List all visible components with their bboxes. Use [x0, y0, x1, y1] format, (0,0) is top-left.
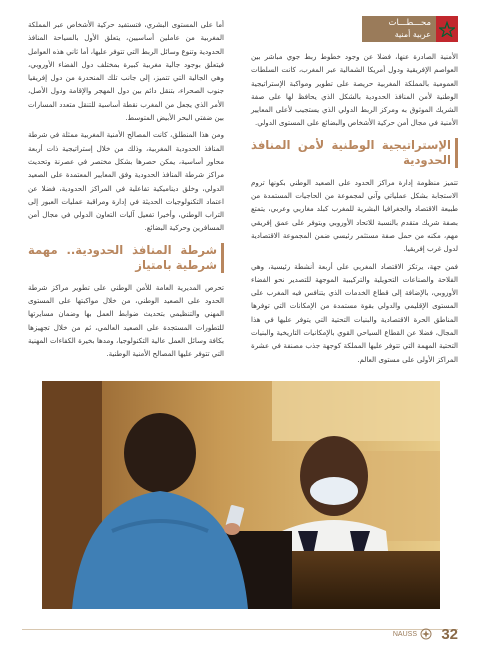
paragraph-security-axes: ومن هذا المنطلق، كانت المصالح الأمنية المغربية ممثلة في شرطة المنافذ الحدودية المغربية، وذلك من خلال إستراتيجية ذات أربعة محاور أساسية، يمكن حصرها بشكل مختصر في عصرنة وتحديث مراكز شرطة المنافذ الحدودية وفق المعايير المعتمدة على الصعيد الدولي، وخلق ديناميكية تفاعلية في المراكز الحدودية، فضلا عن اعتماد التكنولوجيات الحديثة في إدارة ومراقبة عمليات العبور إلى التراب الوطني، وأخيرا تفعيل آليات التعاون الدولي في مجال أمن المسافرين وحركية البضائع.: [28, 130, 224, 233]
paragraph-human-level: أما على المستوى البشري، فتستفيد حركية الأشخاص عبر المملكة المغربية من عاملين أساسيين، يتعلق الأول بالسياحة المنافذ الحدودية وتنوع وسائل الربط التي تتوفر عليها، أما ثاني هذه العوامل فيتعلق بوجود جالية مغربية كبيرة بمختلف دول الفضاء الأوروبي، وهي الجالية التي تتميز، إلى جانب تلك المنحدرة من دول إفريقيا جنوب الصحراء، بتنقل دائم بين دول المهجر والإقامة ودول الأصل، الأمر الذي يجعل من المغرب نقطة أساسية للتنقل متعدد المسارات بين ضفتي البحر الأبيض المتوسط.: [28, 20, 224, 123]
page-number: 32: [441, 626, 458, 643]
badge-line-1: محـــطـــات: [388, 18, 431, 28]
left-column: [28, 18, 224, 365]
paragraph-strategy-2: فمن جهة، يرتكز الاقتصاد المغربي على أربعة أنشطة رئيسية، وهي الفلاحة والصناعات التحويلية والتركيبية الموجهة للتصدير نحو الفضاء الأوروبي، بالإضافة إلى قطاع الخدمات الذي يتنافس فيه المغرب على المستوى الإقليمي والدولي بقوة مستمدة من الإمكانات التي توفرها المناطق الحرة الاقتصادية والبنيات التحتية التي يتوفر عليها في هذا المجال، فضلا عن القطاع السياحي القوي بالإمكانيات التاريخية والبنيات التحتية المهمة التي تتوفر عليها المملكة كوجهة جذب مصنفة في عشرة المراكز الأولى على مستوى العالم.: [251, 261, 458, 364]
section-badge: [362, 16, 458, 42]
page-footer: [0, 618, 480, 648]
nauss-emblem-icon: [420, 628, 432, 640]
article-photo: [42, 381, 440, 609]
nauss-logo: [393, 628, 432, 640]
intro-paragraph: الأمنية الصادرة عنها، فضلا عن وجود خطوط ربط جوي مباشر بين العواصم الإفريقية ودول أمريكا الشمالية عبر المغرب، كانت السلطات العمومية بالمملكة المغربية حريصة على تطوير ومواكبة الإستراتيجية الوطنية لأمن المنافذ الحدودية بالشكل الذي يحافظ لها على صفة الشريك الموثوق به ومركز الربط الدولي الذي يستجيب لأعلى المعايير الأمنية في مجال أمن حركية الأشخاص والبضائع على المستوى الدولي.: [251, 52, 458, 128]
right-column: [251, 50, 458, 370]
paragraph-border-police: تحرص المديرية العامة للأمن الوطني على تطوير مراكز شرطة الحدود على الصعيد الوطني، من خلال مواكبتها على المستوى المهني والتنظيمي بتحديث ضوابط العمل بها وضمان مسايرتها للتطورات المستجدة على الصعيد العالمي، ثم من خلال تجهيزها بكافة وسائل العمل عالية التكنولوجيا، ومدها بخيرة الكفاءات المهنية التي تتوفر عليها المصالح الأمنية الوطنية.: [28, 282, 224, 359]
badge-line-2: عربية أمنية: [394, 30, 431, 39]
paragraph-strategy-1: تتميز منظومة إدارة مراكز الحدود على الصعيد الوطني بكونها تروم الاستجابة بشكل عملياتي وآني لمجموعة من الحاجيات المستمدة من طبيعة الاقتصاد والجغرافيا البشرية للمغرب كبلد مغاربي وعربي، يتمتع بصفة شريك متقدم بالنسبة للاتحاد الأوروبي ويتوفر على عمق إفريقي مهم، مكنه من حمل صفة مستثمر رئيسي ضمن المجموعة الاقتصادية لدول غرب إفريقيا.: [251, 177, 458, 254]
section-heading-strategy: الإستراتيجية الوطنية لأمن المنافذ الحدودية: [251, 138, 458, 168]
section-heading-border-police: شرطة المنافذ الحدودية.. مهمة شرطية بامتياز: [28, 243, 224, 273]
morocco-flag-icon: [436, 16, 458, 42]
badge-label: [362, 16, 436, 42]
logo-text: NAUSS: [392, 630, 417, 638]
photo-border-control-officer-icon: [42, 381, 440, 609]
